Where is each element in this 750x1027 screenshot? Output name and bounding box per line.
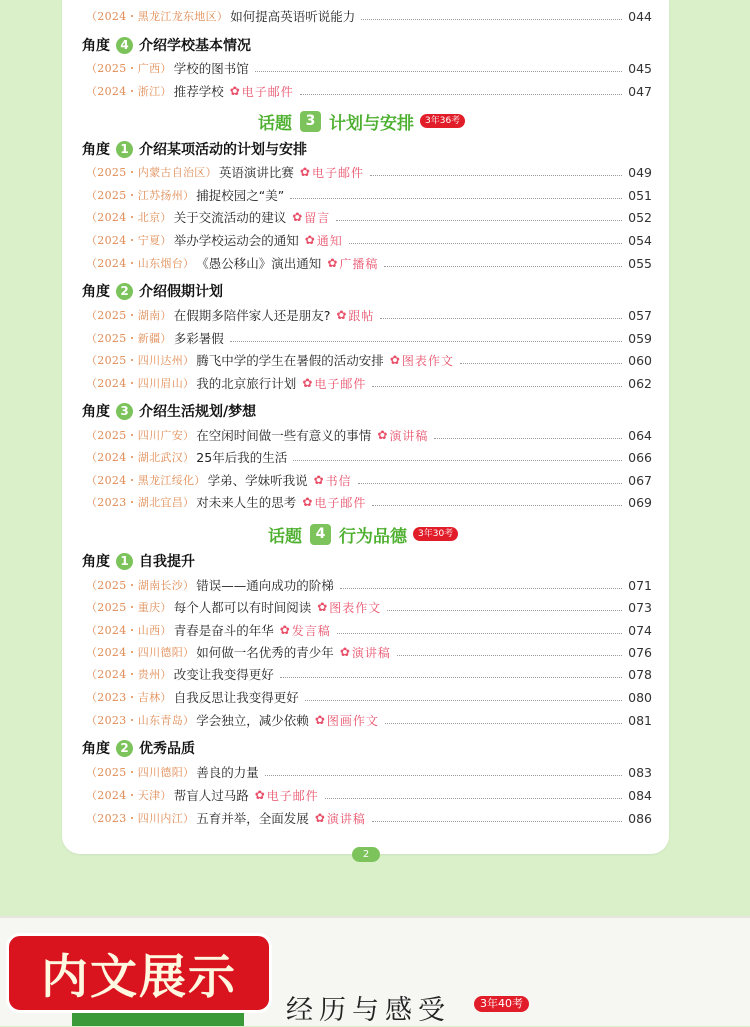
- dot-leader: [384, 266, 622, 267]
- dot-leader: [255, 71, 622, 72]
- entry-title: 学会独立，减少依赖: [196, 713, 309, 728]
- angle-number: 1: [116, 553, 133, 570]
- entry-writing-type: 演讲稿: [326, 811, 366, 826]
- toc-entry[interactable]: [86, 328, 652, 348]
- topic-number: 3: [300, 111, 321, 132]
- entry-title: 我的北京旅行计划: [196, 376, 297, 391]
- entry-page-number: 049: [628, 164, 652, 180]
- entry-title: 英语演讲比赛: [218, 165, 294, 180]
- entry-page-number: 059: [628, 330, 652, 346]
- entry-source-tag: （2024・浙江）: [86, 85, 172, 98]
- lightbulb-icon: ✿: [317, 600, 328, 614]
- entry-title: 在假期多陪伴家人还是朋友?: [173, 308, 331, 323]
- lightbulb-icon: ✿: [314, 713, 325, 727]
- lightbulb-icon: ✿: [304, 233, 315, 247]
- entry-title: 每个人都可以有时间阅读: [173, 600, 312, 615]
- entry-source-tag: （2024・天津）: [86, 789, 172, 802]
- toc-entry[interactable]: [86, 425, 652, 445]
- entry-page-number: 076: [628, 644, 652, 660]
- dot-leader: [434, 438, 622, 439]
- entry-title: 改变让我变得更好: [173, 667, 274, 682]
- toc-entry[interactable]: [86, 664, 652, 684]
- dot-leader: [300, 94, 622, 95]
- angle-prefix: 角度: [82, 554, 110, 570]
- entry-writing-type: 电子邮件: [314, 376, 367, 391]
- entry-page-number: 081: [628, 712, 652, 728]
- lightbulb-icon: ✿: [302, 495, 313, 509]
- entry-writing-type: 演讲稿: [351, 645, 391, 660]
- dot-leader: [358, 483, 622, 484]
- entry-page-number: 060: [628, 352, 652, 368]
- entry-source-tag: （2025・四川广安）: [86, 429, 195, 442]
- toc-entry[interactable]: [86, 597, 652, 617]
- toc-entry[interactable]: [86, 785, 652, 805]
- topic-name: 行为品德: [339, 526, 407, 547]
- angle-label: 自我提升: [139, 554, 195, 570]
- entry-source-tag: （2024・黑龙江绥化）: [86, 474, 206, 487]
- toc-entry[interactable]: [86, 253, 652, 273]
- dot-leader: [387, 610, 622, 611]
- lightbulb-icon: ✿: [313, 473, 324, 487]
- dot-leader: [380, 318, 622, 319]
- entry-source-tag: （2025・湖南）: [86, 309, 172, 322]
- topic-exam-badge: 3年30考: [413, 527, 458, 541]
- entry-title: 学弟、学妹听我说: [207, 473, 308, 488]
- entry-writing-type: 广播稿: [339, 256, 379, 271]
- lightbulb-icon: ✿: [229, 84, 240, 98]
- toc-entry[interactable]: [86, 6, 652, 26]
- toc-entry[interactable]: [86, 687, 652, 707]
- entry-page-number: 044: [628, 8, 652, 24]
- dot-leader: [280, 677, 622, 678]
- dot-leader: [305, 700, 622, 701]
- entry-title: 错误——通向成功的阶梯: [196, 578, 334, 593]
- entry-writing-type: 电子邮件: [241, 84, 294, 99]
- entry-source-tag: （2025・内蒙古自治区）: [86, 166, 217, 179]
- entry-source-tag: （2025・四川达州）: [86, 354, 195, 367]
- entry-title: 如何提高英语听说能力: [230, 9, 356, 24]
- dot-leader: [372, 821, 622, 822]
- toc-entry[interactable]: [86, 575, 652, 595]
- entry-writing-type: 发言稿: [291, 623, 331, 638]
- topic-exam-badge: 3年36考: [420, 114, 465, 128]
- entry-source-tag: （2025・湖南长沙）: [86, 579, 195, 592]
- entry-source-tag: （2023・湖北宜昌）: [86, 496, 195, 509]
- toc-entry[interactable]: [86, 185, 652, 205]
- toc-entry[interactable]: [86, 81, 652, 101]
- entry-source-tag: （2024・四川德阳）: [86, 646, 195, 659]
- entry-page-number: 064: [628, 427, 652, 443]
- lightbulb-icon: ✿: [377, 428, 388, 442]
- entry-page-number: 078: [628, 666, 652, 682]
- angle-number: 1: [116, 141, 133, 158]
- angle-prefix: 角度: [82, 284, 110, 300]
- entry-title: 青春是奋斗的年华: [173, 623, 274, 638]
- entry-writing-type: 图表作文: [329, 600, 382, 615]
- angle-heading: [82, 550, 195, 572]
- lightbulb-icon: ✿: [327, 256, 338, 270]
- entry-writing-type: 演讲稿: [389, 428, 429, 443]
- entry-page-number: 080: [628, 689, 652, 705]
- dot-leader: [349, 243, 622, 244]
- dot-leader: [397, 655, 622, 656]
- entry-writing-type: 电子邮件: [314, 495, 367, 510]
- entry-page-number: 047: [628, 83, 652, 99]
- dot-leader: [325, 798, 622, 799]
- entry-page-number: 066: [628, 449, 652, 465]
- dot-leader: [293, 460, 622, 461]
- toc-entry[interactable]: [86, 808, 652, 828]
- entry-source-tag: （2025・新疆）: [86, 332, 172, 345]
- toc-entry[interactable]: [86, 373, 652, 393]
- entry-title: 腾飞中学的学生在暑假的活动安排: [196, 353, 384, 368]
- entry-page-number: 074: [628, 622, 652, 638]
- entry-source-tag: （2025・重庆）: [86, 601, 172, 614]
- toc-entry[interactable]: [86, 710, 652, 730]
- entry-page-number: 045: [628, 60, 652, 76]
- toc-entry[interactable]: [86, 620, 652, 640]
- dot-leader: [337, 633, 622, 634]
- entry-title: 25年后我的生活: [196, 450, 288, 465]
- angle-prefix: 角度: [82, 142, 110, 158]
- entry-page-number: 069: [628, 494, 652, 510]
- entry-title: 善良的力量: [196, 765, 259, 780]
- entry-source-tag: （2025・江苏扬州）: [86, 189, 195, 202]
- angle-heading: [82, 34, 251, 56]
- divider: [0, 916, 750, 918]
- dot-leader: [290, 198, 622, 199]
- toc-entry[interactable]: [86, 447, 652, 467]
- entry-page-number: 054: [628, 232, 652, 248]
- entry-page-number: 055: [628, 255, 652, 271]
- entry-page-number: 052: [628, 209, 652, 225]
- angle-prefix: 角度: [82, 404, 110, 420]
- entry-title: 关于交流活动的建议: [173, 210, 287, 225]
- entry-page-number: 062: [628, 375, 652, 391]
- entry-writing-type: 电子邮件: [311, 165, 364, 180]
- entry-writing-type: 书信: [325, 473, 352, 488]
- entry-source-tag: （2024・四川眉山）: [86, 377, 195, 390]
- angle-label: 介绍某项活动的计划与安排: [139, 142, 307, 158]
- angle-prefix: 角度: [82, 741, 110, 757]
- toc-entry[interactable]: [86, 762, 652, 782]
- dot-leader: [385, 723, 622, 724]
- dot-leader: [230, 341, 622, 342]
- entry-writing-type: 图画作文: [326, 713, 379, 728]
- entry-source-tag: （2024・山西）: [86, 624, 172, 637]
- next-topic-badge: 3年40考: [474, 996, 529, 1012]
- angle-heading: [82, 737, 195, 759]
- entry-title: 如何做一名优秀的青少年: [196, 645, 334, 660]
- toc-entry[interactable]: [86, 492, 652, 512]
- entry-page-number: 051: [628, 187, 652, 203]
- entry-source-tag: （2023・山东青岛）: [86, 714, 195, 727]
- topic-heading: [258, 108, 465, 134]
- lightbulb-icon: ✿: [314, 811, 325, 825]
- entry-writing-type: 跟帖: [348, 308, 375, 323]
- angle-number: 3: [116, 403, 133, 420]
- entry-page-number: 083: [628, 764, 652, 780]
- lightbulb-icon: ✿: [339, 645, 350, 659]
- angle-prefix: 角度: [82, 38, 110, 54]
- entry-title: 捕捉校园之“美”: [196, 188, 285, 203]
- entry-source-tag: （2023・四川内江）: [86, 812, 195, 825]
- topic-number: 4: [310, 524, 331, 545]
- entry-title: 推荐学校: [173, 84, 224, 99]
- lightbulb-icon: ✿: [389, 353, 400, 367]
- page-number: 2: [352, 847, 380, 862]
- entry-title: 五育并举，全面发展: [196, 811, 309, 826]
- next-topic-title: 经历与感受: [286, 994, 451, 1026]
- lightbulb-icon: ✿: [292, 210, 303, 224]
- entry-source-tag: （2024・湖北武汉）: [86, 451, 195, 464]
- showcase-banner: 内文展示: [6, 933, 272, 1013]
- entry-writing-type: 图表作文: [401, 353, 454, 368]
- entry-source-tag: （2025・广西）: [86, 62, 172, 75]
- entry-page-number: 086: [628, 810, 652, 826]
- entry-page-number: 067: [628, 472, 652, 488]
- entry-title: 《愚公移山》演出通知: [196, 256, 322, 271]
- entry-writing-type: 通知: [316, 233, 343, 248]
- lightbulb-icon: ✿: [254, 788, 265, 802]
- angle-heading: [82, 280, 223, 302]
- entry-source-tag: （2024・贵州）: [86, 668, 172, 681]
- angle-heading: [82, 400, 256, 422]
- entry-source-tag: （2024・黑龙江龙东地区）: [86, 10, 229, 23]
- entry-page-number: 073: [628, 599, 652, 615]
- entry-title: 自我反思让我变得更好: [173, 690, 299, 705]
- dot-leader: [361, 19, 622, 20]
- topic-heading: [268, 521, 458, 547]
- toc-entry[interactable]: [86, 58, 652, 78]
- toc-entry[interactable]: [86, 350, 652, 370]
- entry-source-tag: （2023・吉林）: [86, 691, 172, 704]
- entry-source-tag: （2024・宁夏）: [86, 234, 172, 247]
- entry-writing-type: 留言: [304, 210, 331, 225]
- entry-title: 对未来人生的思考: [196, 495, 297, 510]
- entry-source-tag: （2024・山东烟台）: [86, 257, 195, 270]
- dot-leader: [340, 588, 622, 589]
- angle-heading: [82, 138, 307, 160]
- dot-leader: [265, 775, 622, 776]
- entry-page-number: 084: [628, 787, 652, 803]
- lightbulb-icon: ✿: [279, 623, 290, 637]
- entry-source-tag: （2024・北京）: [86, 211, 172, 224]
- toc-entry[interactable]: [86, 470, 652, 490]
- toc-entry[interactable]: [86, 207, 652, 227]
- toc-entry[interactable]: [86, 230, 652, 250]
- lightbulb-icon: ✿: [299, 165, 310, 179]
- angle-label: 介绍学校基本情况: [139, 38, 251, 54]
- entry-title: 举办学校运动会的通知: [173, 233, 299, 248]
- entry-title: 多彩暑假: [173, 331, 224, 346]
- topic-name: 计划与安排: [329, 113, 414, 134]
- entry-page-number: 057: [628, 307, 652, 323]
- entry-title: 帮盲人过马路: [173, 788, 249, 803]
- angle-label: 优秀品质: [139, 741, 195, 757]
- angle-number: 2: [116, 740, 133, 757]
- angle-number: 2: [116, 283, 133, 300]
- dot-leader: [372, 386, 622, 387]
- dot-leader: [336, 220, 622, 221]
- toc-entry[interactable]: [86, 305, 652, 325]
- lightbulb-icon: ✿: [302, 376, 313, 390]
- entry-title: 学校的图书馆: [173, 61, 249, 76]
- dot-leader: [372, 505, 622, 506]
- toc-entry[interactable]: [86, 162, 652, 182]
- topic-label: 话题: [268, 526, 302, 547]
- angle-label: 介绍假期计划: [139, 284, 223, 300]
- dot-leader: [460, 363, 622, 364]
- lightbulb-icon: ✿: [336, 308, 347, 322]
- entry-writing-type: 电子邮件: [266, 788, 319, 803]
- dot-leader: [370, 175, 622, 176]
- toc-entry[interactable]: [86, 642, 652, 662]
- entry-source-tag: （2025・四川德阳）: [86, 766, 195, 779]
- topic-label: 话题: [258, 113, 292, 134]
- angle-number: 4: [116, 37, 133, 54]
- angle-label: 介绍生活规划/梦想: [139, 404, 257, 420]
- entry-page-number: 071: [628, 577, 652, 593]
- entry-title: 在空闲时间做一些有意义的事情: [196, 428, 372, 443]
